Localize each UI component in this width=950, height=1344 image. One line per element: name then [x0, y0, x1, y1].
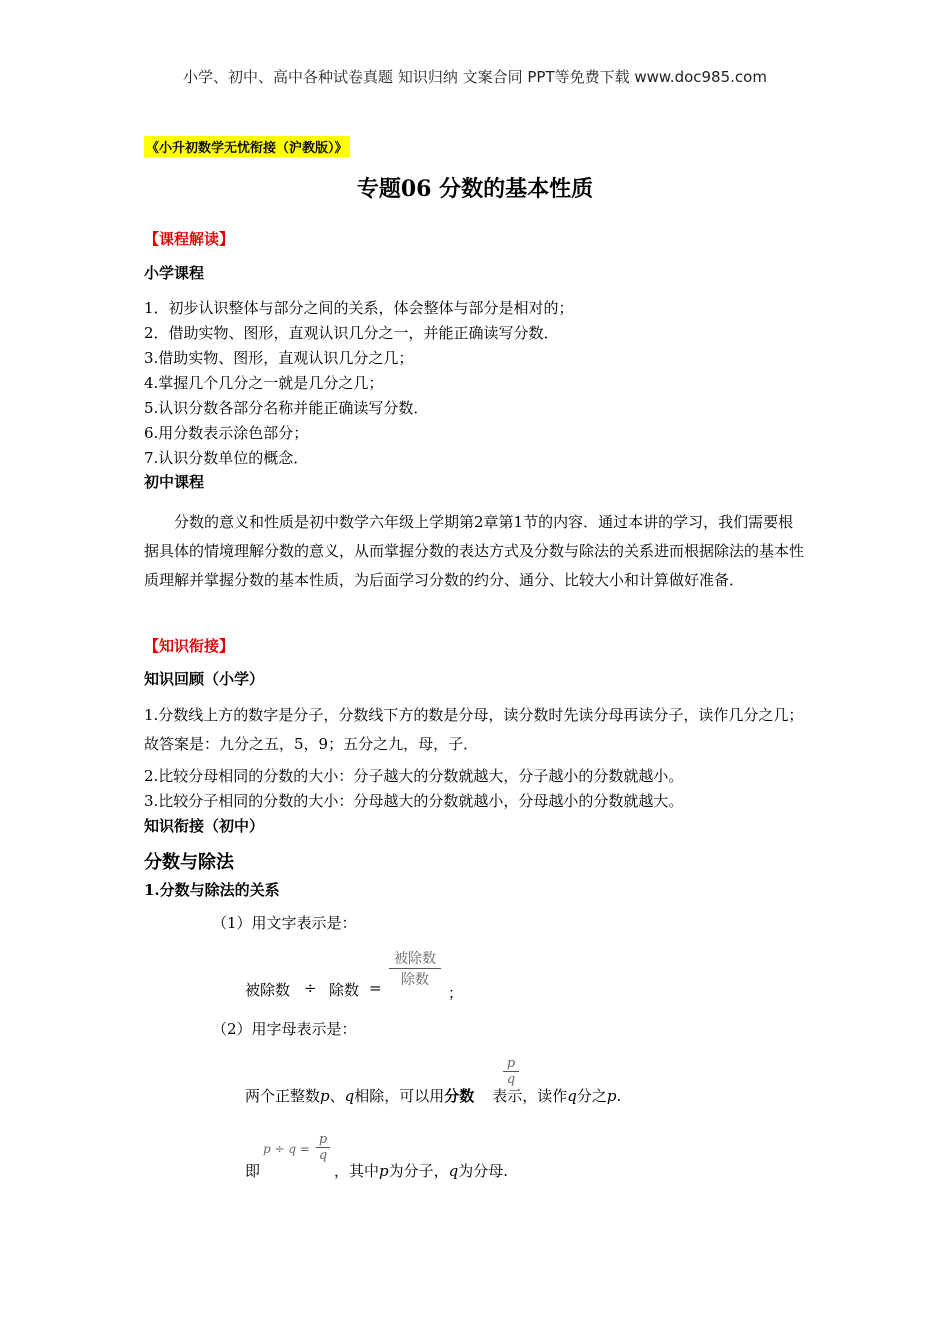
var-p: p	[379, 1162, 389, 1180]
review-label: 知识回顾（小学）	[144, 670, 265, 688]
primary-course-label: 小学课程	[144, 264, 205, 282]
primary-item: 2．借助实物、图形，直观认识几分之一，并能正确读写分数．	[144, 324, 559, 342]
pq-fraction	[503, 1056, 519, 1087]
letters-label: （2）用字母表示是：	[212, 1020, 357, 1038]
primary-item: 3.借助实物、图形，直观认识几分之几；	[144, 349, 414, 367]
series-label: 《小升初数学无忧衔接（沪教版）》	[144, 136, 350, 157]
formula-div-sign: ÷	[304, 979, 317, 997]
words-label: （1）用文字表示是：	[212, 914, 357, 932]
formula-dividend: 被除数	[245, 981, 291, 999]
fraction-numerator: p	[318, 1132, 328, 1147]
review-item: 3.比较分子相同的分数的大小：分母越大的分数就越小，分母越小的分数就越大。	[144, 792, 684, 810]
site-header: 小学、初中、高中各种试卷真题 知识归纳 文案合同 PPT等免费下载 www.doc985.com	[183, 68, 767, 86]
fraction-numerator: 被除数	[394, 951, 436, 967]
text-run: 表示，读作	[492, 1087, 568, 1105]
page-title: 专题06 分数的基本性质	[356, 176, 594, 202]
ji-word: 即	[245, 1162, 261, 1180]
primary-item: 6.用分数表示涂色部分；	[144, 424, 309, 442]
text-run: .	[616, 1087, 622, 1105]
review-item: 1.分数线上方的数字是分子，分数线下方的数是分母，读分数时先读分母再读分子，读作几分之几；故答案是：九分之五，5，9；五分之九，母，子．	[144, 706, 804, 753]
primary-item: 1．初步认识整体与部分之间的关系，体会整体与部分是相对的；	[144, 299, 574, 317]
ji-fraction	[316, 1132, 330, 1163]
text-run: 为分子，	[388, 1162, 449, 1180]
text-run: 相除，可以用	[354, 1087, 445, 1105]
junior-course-paragraph: 分数的意义和性质是初中数学六年级上学期第2章第1节的内容．通过本讲的学习，我们需要根据具体的情境理解分数的意义，从而掌握分数的表达方式及分数与除法的关系进而根据除法的基本性质理解并掌握分数的基本性质，为后面学习分数的约分、通分、比较大小和计算做好准备．	[144, 513, 805, 589]
bold-term: 分数	[444, 1087, 475, 1105]
fraction-numerator: p	[506, 1056, 516, 1071]
ji-expression: p ÷ q =	[263, 1142, 310, 1156]
text-run: 两个正整数	[245, 1087, 321, 1105]
text-run: 为分母.	[458, 1162, 509, 1180]
junior-course-label: 初中课程	[144, 473, 205, 491]
fraction-denominator: q	[506, 1072, 516, 1087]
fraction-denominator: q	[318, 1148, 328, 1163]
var-q: q	[567, 1087, 577, 1105]
link-label: 知识衔接（初中）	[144, 817, 265, 835]
text-run: 、	[329, 1087, 345, 1105]
primary-item: 7.认识分数单位的概念．	[144, 449, 309, 467]
primary-item: 5.认识分数各部分名称并能正确读写分数．	[144, 399, 429, 417]
letters-sentence	[245, 1085, 621, 1106]
subtopic-heading: 1.分数与除法的关系	[144, 881, 280, 899]
review-item: 2.比较分母相同的分数的大小：分子越大的分数就越大，分子越小的分数就越小。	[144, 767, 684, 785]
var-p: p	[320, 1087, 330, 1105]
text-run: ，其中	[334, 1162, 380, 1180]
text-run: 分之	[576, 1087, 607, 1105]
topic-heading: 分数与除法	[144, 852, 234, 873]
var-q: q	[448, 1162, 459, 1180]
ji-sentence	[334, 1160, 508, 1181]
formula-end: ；	[448, 984, 464, 1002]
var-q: q	[344, 1087, 355, 1105]
section-heading-course: 【课程解读】	[144, 230, 235, 248]
words-fraction	[389, 948, 441, 989]
fraction-denominator: 除数	[401, 972, 429, 988]
section-heading-knowledge: 【知识衔接】	[144, 637, 235, 655]
formula-equals: =	[369, 979, 382, 997]
formula-divisor: 除数	[329, 981, 360, 999]
var-p: p	[606, 1087, 617, 1105]
primary-item: 4.掌握几个几分之一就是几分之几；	[144, 374, 384, 392]
